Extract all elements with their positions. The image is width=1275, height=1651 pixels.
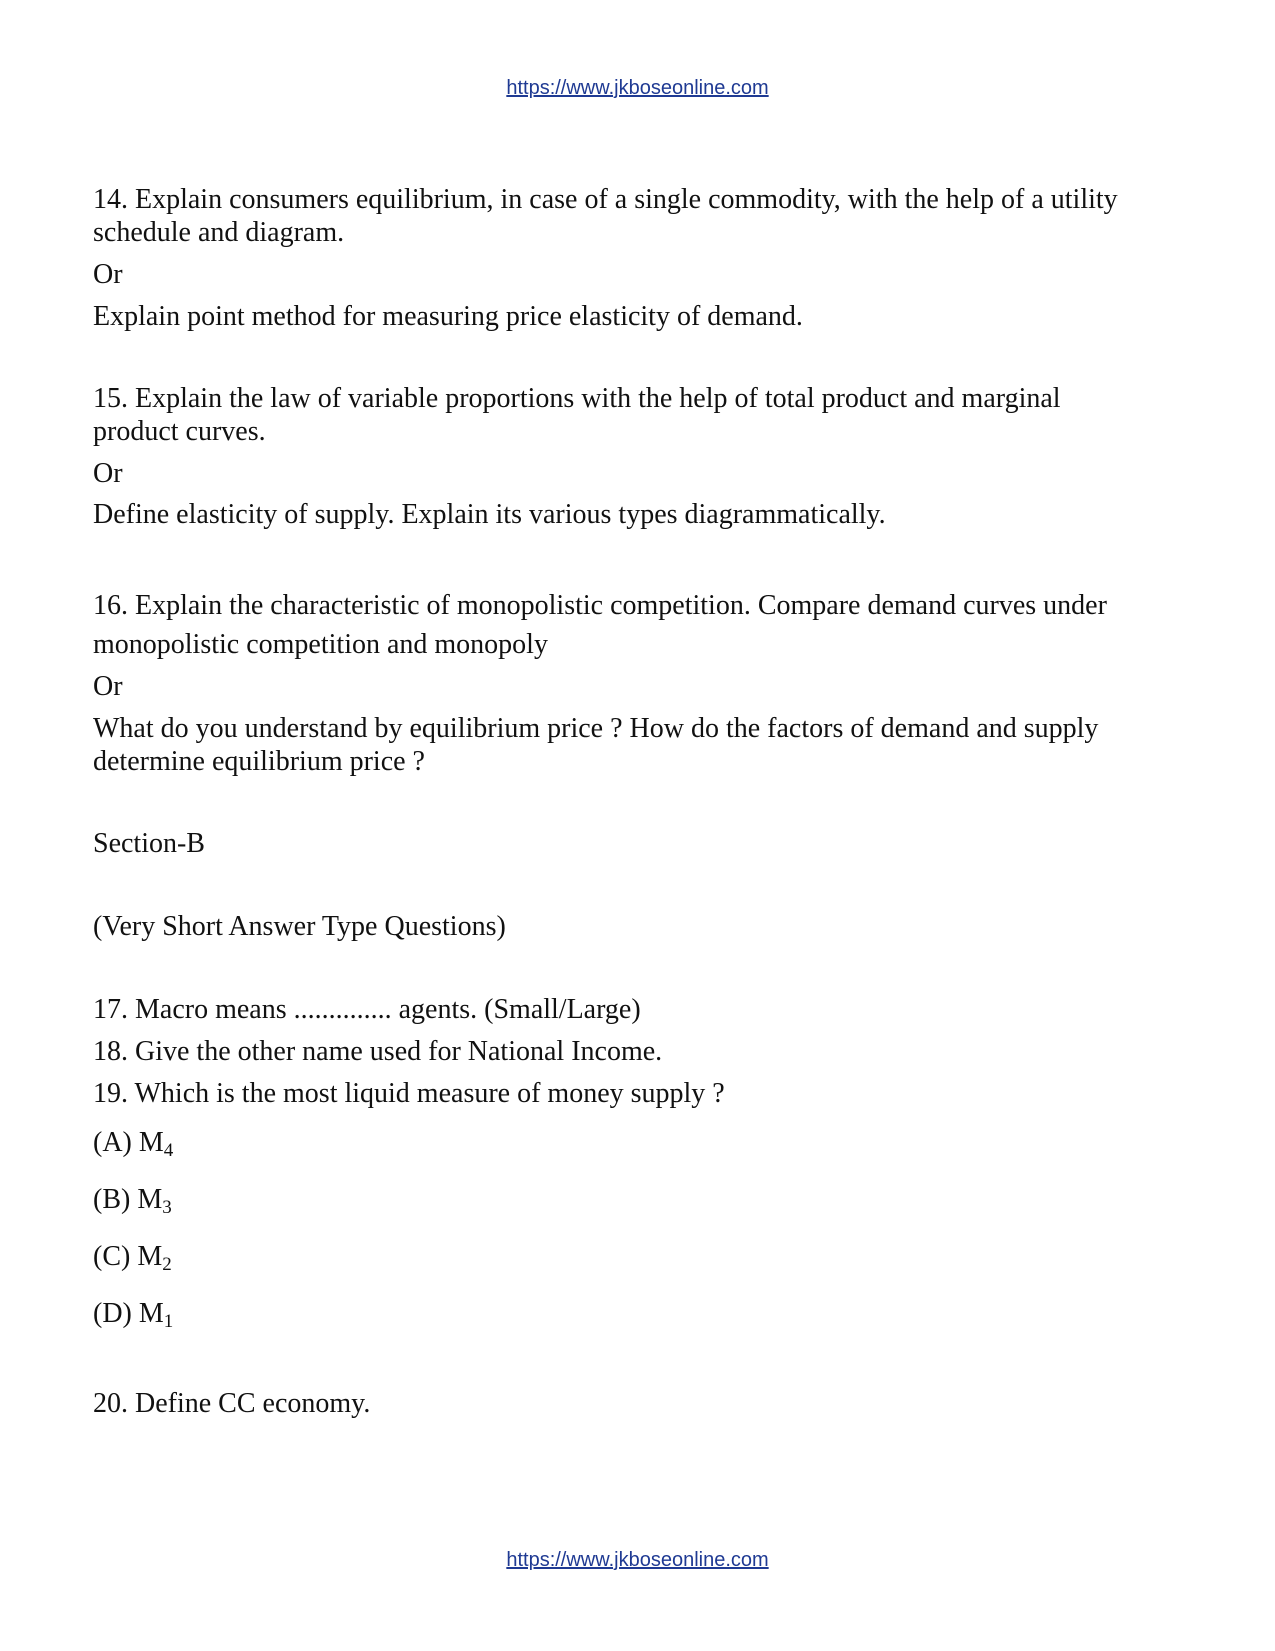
q19-option-d — [93, 1297, 173, 1331]
q19-option-a — [93, 1126, 173, 1160]
q19-option-c — [93, 1240, 172, 1274]
q18-text: 18. Give the other name used for National Income. — [93, 1036, 663, 1067]
q16-line-1: 16. Explain the characteristic of monopolistic competition. Compare demand curves under — [93, 590, 1107, 621]
q17-text: 17. Macro means .............. agents. (Small/Large) — [93, 994, 641, 1025]
option-label: (D) M — [93, 1298, 164, 1329]
option-subscript: 2 — [162, 1254, 172, 1275]
q15-line-1: 15. Explain the law of variable proportions with the help of total product and marginal — [93, 383, 1061, 414]
q15-alternative: Define elasticity of supply. Explain its various types diagrammatically. — [93, 499, 886, 530]
q19-text: 19. Which is the most liquid measure of money supply ? — [93, 1078, 725, 1109]
q14-line-1: 14. Explain consumers equilibrium, in case of a single commodity, with the help of a utility — [93, 184, 1118, 215]
section-title: Section-B — [93, 828, 205, 859]
option-label: (A) M — [93, 1127, 164, 1158]
q15-line-2: product curves. — [93, 416, 266, 447]
q16-alternative-line-1: What do you understand by equilibrium price ? How do the factors of demand and supply — [93, 713, 1099, 744]
option-subscript: 3 — [162, 1197, 172, 1218]
q20-text: 20. Define CC economy. — [93, 1388, 371, 1419]
option-label: (C) M — [93, 1241, 163, 1272]
q16-alternative-line-2: determine equilibrium price ? — [93, 746, 425, 777]
q15-or: Or — [93, 458, 123, 489]
footer-url-link[interactable]: https://www.jkboseonline.com — [506, 1549, 769, 1571]
option-subscript: 1 — [163, 1311, 174, 1332]
q14-alternative: Explain point method for measuring price elasticity of demand. — [93, 301, 803, 332]
q16-line-2: monopolistic competition and monopoly — [93, 629, 548, 660]
option-subscript: 4 — [163, 1140, 174, 1161]
header-url-link[interactable]: https://www.jkboseonline.com — [506, 77, 769, 99]
section-subtitle: (Very Short Answer Type Questions) — [93, 911, 506, 942]
q14-or: Or — [93, 259, 123, 290]
q19-option-b — [93, 1183, 172, 1217]
q14-line-2: schedule and diagram. — [93, 217, 345, 248]
option-label: (B) M — [93, 1184, 163, 1215]
q16-or: Or — [93, 671, 123, 702]
